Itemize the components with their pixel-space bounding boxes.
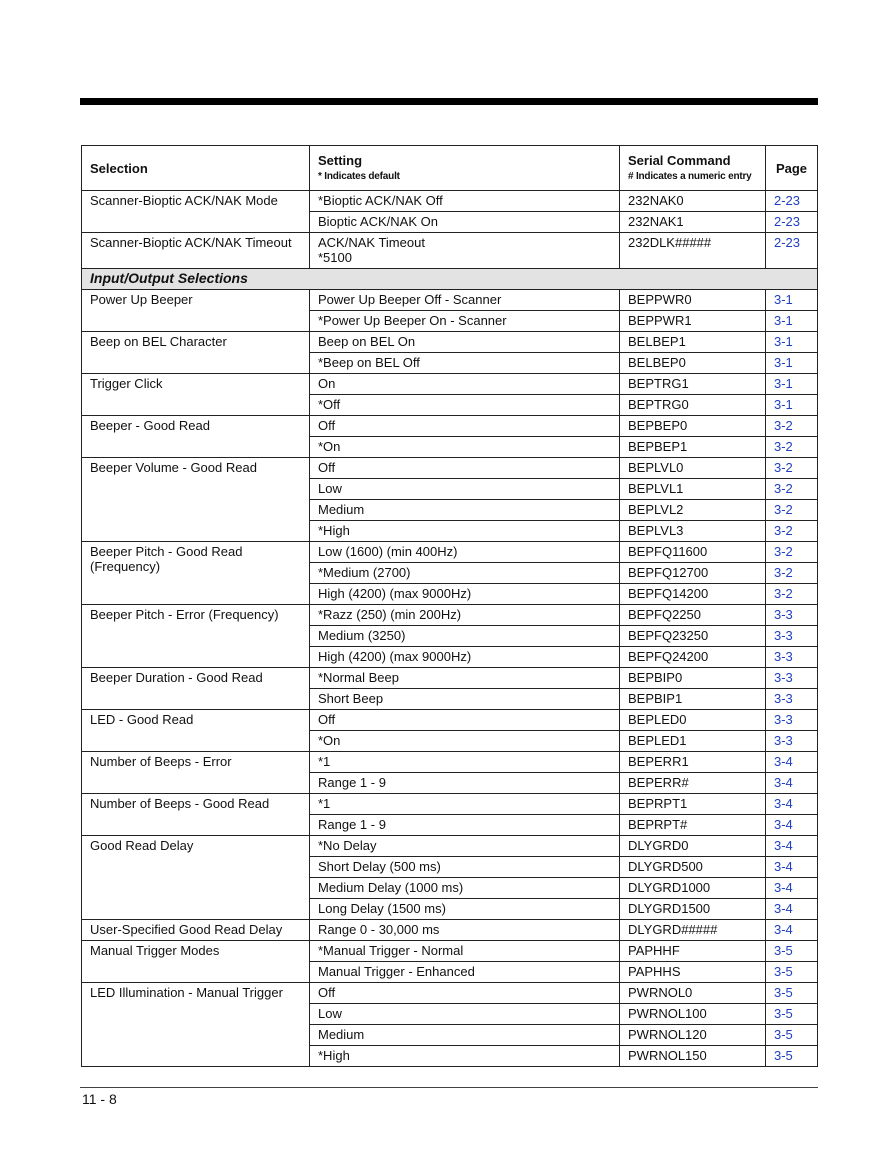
setting-cell: [310, 479, 620, 500]
setting-cell: [310, 899, 620, 920]
selection-label: LED Illumination - Manual Trigger: [90, 985, 283, 1000]
setting-label: *Off: [318, 397, 341, 412]
page-link[interactable]: 3-5: [774, 1048, 793, 1063]
page-link[interactable]: 3-2: [774, 418, 793, 433]
serial-command-cell: BEPLVL1: [620, 479, 766, 500]
setting-cell: [310, 962, 620, 983]
serial-command-table: [81, 145, 818, 1067]
page-link[interactable]: 3-1: [774, 334, 793, 349]
serial-command-cell: BEPPWR0: [620, 290, 766, 311]
setting-cell: [310, 542, 620, 563]
setting-label: ACK/NAK Timeout: [318, 235, 425, 250]
page-link[interactable]: 3-4: [774, 880, 793, 895]
setting-cell: [310, 773, 620, 794]
setting-label: Low: [318, 1006, 342, 1021]
page-cell: [766, 395, 818, 416]
header-selection: Selection: [82, 146, 310, 191]
header-setting-note: * Indicates default: [318, 170, 400, 182]
page-link[interactable]: 3-4: [774, 796, 793, 811]
serial-command-cell: BELBEP1: [620, 332, 766, 353]
page-link[interactable]: 3-3: [774, 712, 793, 727]
setting-label: On: [318, 376, 336, 391]
page-cell: [766, 920, 818, 941]
table-body: [82, 191, 818, 1067]
serial-command-cell: DLYGRD#####: [620, 920, 766, 941]
serial-command-cell: PWRNOL120: [620, 1025, 766, 1046]
serial-command-cell: BEPERR1: [620, 752, 766, 773]
page-cell: [766, 899, 818, 920]
selection-cell: [82, 374, 310, 416]
serial-command-cell: BEPFQ11600: [620, 542, 766, 563]
selection-cell: [82, 752, 310, 794]
setting-cell: [310, 563, 620, 584]
selection-cell: [82, 191, 310, 233]
setting-cell: [310, 416, 620, 437]
selection-cell: [82, 290, 310, 332]
page-link[interactable]: 3-3: [774, 649, 793, 664]
setting-cell: [310, 584, 620, 605]
table-row: [82, 710, 818, 731]
selection-cell: [82, 710, 310, 752]
serial-command-cell: BEPBEP1: [620, 437, 766, 458]
page-link[interactable]: 3-1: [774, 292, 793, 307]
page-cell: [766, 647, 818, 668]
section-header-row: [82, 269, 818, 290]
page-cell: [766, 458, 818, 479]
selection-label: User-Specified Good Read Delay: [90, 922, 283, 937]
page-link[interactable]: 3-2: [774, 460, 793, 475]
setting-cell: [310, 857, 620, 878]
setting-label: *On: [318, 439, 341, 454]
page-link[interactable]: 2-23: [774, 214, 801, 229]
setting-label: Off: [318, 460, 336, 475]
table-row: [82, 941, 818, 962]
setting-label: *Power Up Beeper On - Scanner: [318, 313, 507, 328]
setting-cell: [310, 395, 620, 416]
serial-command-cell: PWRNOL100: [620, 1004, 766, 1025]
selection-label: Beeper Volume - Good Read: [90, 460, 257, 475]
table-row: [82, 233, 818, 269]
setting-label: Low (1600) (min 400Hz): [318, 544, 458, 559]
setting-cell: [310, 458, 620, 479]
selection-label: Beeper Pitch - Good Read: [90, 544, 243, 559]
setting-label: Off: [318, 985, 336, 1000]
selection-cell: [82, 332, 310, 374]
header-serial-command: [620, 146, 766, 191]
page-link[interactable]: 3-3: [774, 691, 793, 706]
setting-cell: [310, 500, 620, 521]
page-cell: [766, 878, 818, 899]
page-cell: [766, 941, 818, 962]
setting-cell: [310, 731, 620, 752]
serial-command-cell: BEPLVL2: [620, 500, 766, 521]
selection-cell: [82, 542, 310, 605]
setting-cell: [310, 437, 620, 458]
serial-command-cell: BEPFQ12700: [620, 563, 766, 584]
page-link[interactable]: 3-2: [774, 439, 793, 454]
setting-label: *On: [318, 733, 341, 748]
selection-label: Beeper - Good Read: [90, 418, 210, 433]
setting-label: Medium (3250): [318, 628, 406, 643]
serial-command-cell: BEPFQ23250: [620, 626, 766, 647]
page-cell: [766, 710, 818, 731]
section-title: Input/Output Selections: [82, 269, 818, 290]
setting-cell: [310, 689, 620, 710]
selection-label: Number of Beeps - Error: [90, 754, 232, 769]
serial-command-cell: 232DLK#####: [620, 233, 766, 269]
page-cell: [766, 374, 818, 395]
page-link[interactable]: 3-2: [774, 502, 793, 517]
selection-label: Scanner-Bioptic ACK/NAK Timeout: [90, 235, 292, 250]
header-setting-label: Setting: [318, 152, 363, 168]
setting-label: Long Delay (1500 ms): [318, 901, 446, 916]
serial-command-cell: PAPHHS: [620, 962, 766, 983]
page-link[interactable]: 3-2: [774, 586, 793, 601]
table-row: [82, 794, 818, 815]
setting-cell: [310, 878, 620, 899]
setting-label: *High: [318, 1048, 350, 1063]
setting-cell: [310, 668, 620, 689]
page-link[interactable]: 3-5: [774, 964, 793, 979]
page-link[interactable]: 3-4: [774, 817, 793, 832]
setting-label: *No Delay: [318, 838, 377, 853]
selection-label: Beeper Pitch - Error (Frequency): [90, 607, 279, 622]
page-cell: [766, 1025, 818, 1046]
table-row: [82, 458, 818, 479]
serial-command-cell: DLYGRD0: [620, 836, 766, 857]
setting-cell: [310, 374, 620, 395]
setting-cell: [310, 836, 620, 857]
serial-command-cell: BEPLED1: [620, 731, 766, 752]
setting-label: Medium: [318, 1027, 365, 1042]
setting-label: Medium Delay (1000 ms): [318, 880, 464, 895]
setting-cell: [310, 1004, 620, 1025]
page-cell: [766, 752, 818, 773]
selection-label: Beep on BEL Character: [90, 334, 227, 349]
setting-cell: [310, 191, 620, 212]
selection-cell: [82, 836, 310, 920]
page-cell: [766, 290, 818, 311]
setting-label: Short Delay (500 ms): [318, 859, 441, 874]
page-link[interactable]: 3-1: [774, 376, 793, 391]
setting-label: Medium: [318, 502, 365, 517]
page-link[interactable]: 3-5: [774, 943, 793, 958]
setting-label: Power Up Beeper Off - Scanner: [318, 292, 502, 307]
serial-command-cell: BEPFQ24200: [620, 647, 766, 668]
setting-cell: [310, 710, 620, 731]
page-link[interactable]: 3-2: [774, 565, 793, 580]
page-cell: [766, 1004, 818, 1025]
page-link[interactable]: 3-3: [774, 733, 793, 748]
setting-label: Range 0 - 30,000 ms: [318, 922, 440, 937]
serial-command-cell: BEPRPT#: [620, 815, 766, 836]
table-row: [82, 836, 818, 857]
table-header-row: [82, 146, 818, 191]
setting-label: *Medium (2700): [318, 565, 411, 580]
table-row: [82, 416, 818, 437]
page-cell: [766, 689, 818, 710]
page-cell: [766, 584, 818, 605]
page-cell: [766, 416, 818, 437]
setting-cell: [310, 233, 620, 269]
page-link[interactable]: 2-23: [774, 193, 801, 208]
page-cell: [766, 962, 818, 983]
setting-label: *Bioptic ACK/NAK Off: [318, 193, 443, 208]
header-setting: [310, 146, 620, 191]
selection-label: Number of Beeps - Good Read: [90, 796, 270, 811]
header-serial-label: Serial Command: [628, 152, 731, 168]
page-link[interactable]: 3-5: [774, 985, 793, 1000]
table-row: [82, 374, 818, 395]
serial-command-cell: BEPTRG0: [620, 395, 766, 416]
page-cell: [766, 815, 818, 836]
page-cell: [766, 857, 818, 878]
setting-cell: [310, 941, 620, 962]
serial-command-cell: PWRNOL0: [620, 983, 766, 1004]
setting-label: Short Beep: [318, 691, 384, 706]
page-cell: [766, 332, 818, 353]
page-cell: [766, 437, 818, 458]
setting-label: Bioptic ACK/NAK On: [318, 214, 438, 229]
page-link[interactable]: 3-4: [774, 859, 793, 874]
page-link[interactable]: 3-2: [774, 544, 793, 559]
page-cell: [766, 233, 818, 269]
page-cell: [766, 500, 818, 521]
header-page: Page: [766, 146, 818, 191]
setting-cell: [310, 521, 620, 542]
setting-cell: [310, 752, 620, 773]
page-cell: [766, 521, 818, 542]
page-cell: [766, 626, 818, 647]
page-cell: [766, 731, 818, 752]
page-number: 11 - 8: [82, 1091, 117, 1107]
page-cell: [766, 794, 818, 815]
page-cell: [766, 983, 818, 1004]
selection-cell: [82, 920, 310, 941]
page-link[interactable]: 3-4: [774, 838, 793, 853]
serial-command-cell: BEPBEP0: [620, 416, 766, 437]
serial-command-cell: DLYGRD1500: [620, 899, 766, 920]
setting-label: Off: [318, 712, 336, 727]
selection-cell: [82, 794, 310, 836]
selection-label: Good Read Delay: [90, 838, 194, 853]
page-cell: [766, 836, 818, 857]
setting-label: *Normal Beep: [318, 670, 399, 685]
setting-cell: [310, 1046, 620, 1067]
page-cell: [766, 1046, 818, 1067]
selection-cell: [82, 983, 310, 1067]
selection-cell: [82, 233, 310, 269]
setting-cell: [310, 626, 620, 647]
setting-cell: [310, 353, 620, 374]
setting-cell: [310, 920, 620, 941]
setting-label: Range 1 - 9: [318, 817, 386, 832]
selection-label: Trigger Click: [90, 376, 163, 391]
table-row: [82, 605, 818, 626]
setting-label: *High: [318, 523, 350, 538]
setting-default-value: *5100: [318, 250, 352, 265]
page-cell: [766, 479, 818, 500]
page-link[interactable]: 3-4: [774, 922, 793, 937]
serial-command-cell: BEPRPT1: [620, 794, 766, 815]
setting-label: High (4200) (max 9000Hz): [318, 649, 472, 664]
page-cell: [766, 773, 818, 794]
page-link[interactable]: 3-3: [774, 607, 793, 622]
serial-command-cell: PAPHHF: [620, 941, 766, 962]
table-row: [82, 668, 818, 689]
selection-cell: [82, 668, 310, 710]
page-link[interactable]: 3-3: [774, 670, 793, 685]
page-link[interactable]: 3-4: [774, 754, 793, 769]
serial-command-cell: BEPBIP0: [620, 668, 766, 689]
table-row: [82, 191, 818, 212]
setting-cell: [310, 1025, 620, 1046]
table-row: [82, 290, 818, 311]
selection-label: Manual Trigger Modes: [90, 943, 220, 958]
page-cell: [766, 542, 818, 563]
page-cell: [766, 353, 818, 374]
top-rule: [80, 98, 818, 105]
setting-label: *1: [318, 796, 331, 811]
setting-label: *Manual Trigger - Normal: [318, 943, 464, 958]
serial-command-cell: PWRNOL150: [620, 1046, 766, 1067]
page-cell: [766, 668, 818, 689]
page-link[interactable]: 3-2: [774, 481, 793, 496]
setting-cell: [310, 212, 620, 233]
serial-command-cell: DLYGRD1000: [620, 878, 766, 899]
table-row: [82, 920, 818, 941]
selection-label: Scanner-Bioptic ACK/NAK Mode: [90, 193, 278, 208]
setting-label: Low: [318, 481, 342, 496]
selection-cell: [82, 941, 310, 983]
serial-command-cell: BELBEP0: [620, 353, 766, 374]
page-link[interactable]: 3-4: [774, 901, 793, 916]
selection-label: Beeper Duration - Good Read: [90, 670, 263, 685]
setting-cell: [310, 605, 620, 626]
serial-command-cell: BEPTRG1: [620, 374, 766, 395]
serial-command-cell: 232NAK1: [620, 212, 766, 233]
setting-label: Off: [318, 418, 336, 433]
setting-label: Range 1 - 9: [318, 775, 386, 790]
page-cell: [766, 311, 818, 332]
selection-cell: [82, 416, 310, 458]
setting-cell: [310, 332, 620, 353]
selection-label-line2: (Frequency): [90, 559, 161, 574]
serial-command-cell: 232NAK0: [620, 191, 766, 212]
setting-cell: [310, 794, 620, 815]
setting-label: Manual Trigger - Enhanced: [318, 964, 475, 979]
page-link[interactable]: 3-5: [774, 1027, 793, 1042]
page-cell: [766, 212, 818, 233]
serial-command-cell: BEPLVL0: [620, 458, 766, 479]
page-cell: [766, 563, 818, 584]
setting-label: *Razz (250) (min 200Hz): [318, 607, 462, 622]
serial-command-cell: BEPBIP1: [620, 689, 766, 710]
setting-cell: [310, 983, 620, 1004]
page-link[interactable]: 3-1: [774, 313, 793, 328]
serial-command-cell: BEPFQ2250: [620, 605, 766, 626]
page-link[interactable]: 3-5: [774, 1006, 793, 1021]
selection-label: Power Up Beeper: [90, 292, 193, 307]
serial-command-cell: BEPPWR1: [620, 311, 766, 332]
setting-cell: [310, 815, 620, 836]
serial-command-cell: BEPFQ14200: [620, 584, 766, 605]
serial-command-cell: BEPERR#: [620, 773, 766, 794]
selection-cell: [82, 605, 310, 668]
page-link[interactable]: 3-4: [774, 775, 793, 790]
page-link[interactable]: 3-1: [774, 355, 793, 370]
footer-rule: [80, 1087, 818, 1088]
page-link[interactable]: 3-1: [774, 397, 793, 412]
selection-label: LED - Good Read: [90, 712, 194, 727]
header-serial-note: # Indicates a numeric entry: [628, 170, 752, 182]
serial-command-cell: BEPLVL3: [620, 521, 766, 542]
table-row: [82, 752, 818, 773]
serial-command-cell: DLYGRD500: [620, 857, 766, 878]
page-cell: [766, 605, 818, 626]
setting-cell: [310, 290, 620, 311]
setting-cell: [310, 311, 620, 332]
table-row: [82, 542, 818, 563]
table-row: [82, 332, 818, 353]
page-link[interactable]: 2-23: [774, 235, 801, 250]
page-link[interactable]: 3-2: [774, 523, 793, 538]
selection-cell: [82, 458, 310, 542]
table-row: [82, 983, 818, 1004]
setting-label: *Beep on BEL Off: [318, 355, 420, 370]
serial-command-cell: BEPLED0: [620, 710, 766, 731]
setting-cell: [310, 647, 620, 668]
setting-label: High (4200) (max 9000Hz): [318, 586, 472, 601]
page-link[interactable]: 3-3: [774, 628, 793, 643]
setting-label: *1: [318, 754, 331, 769]
page-cell: [766, 191, 818, 212]
setting-label: Beep on BEL On: [318, 334, 416, 349]
